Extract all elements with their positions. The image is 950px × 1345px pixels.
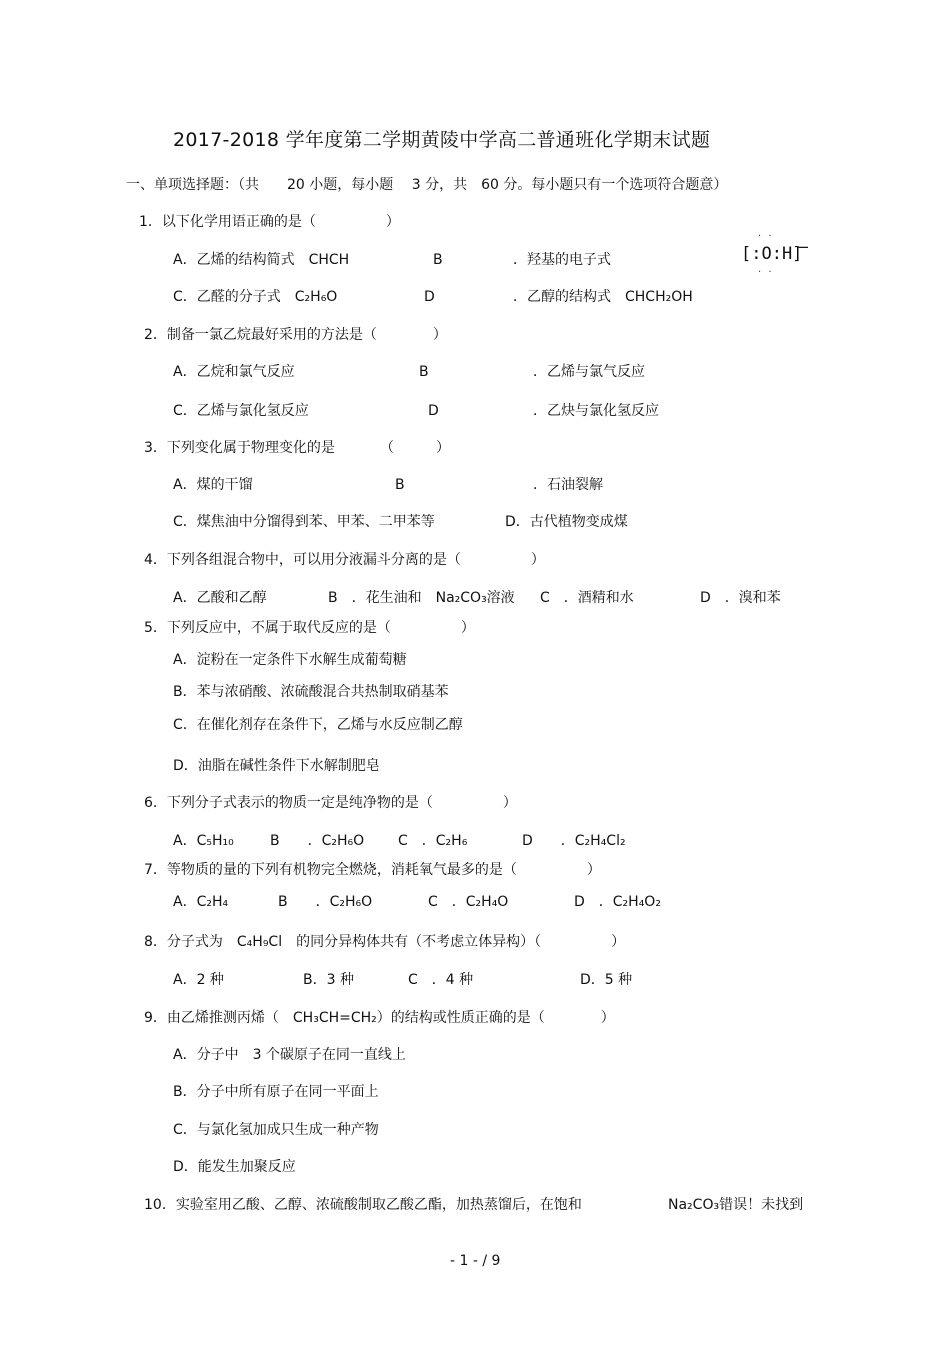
q6-option-b: B ．C₂H₆O: [270, 833, 365, 849]
q9-option-c: C．与氯化氢加成只生成一种产物: [173, 1122, 379, 1138]
q7-option-b: B ．C₂H₆O: [278, 894, 373, 910]
q2-option-c: C．乙烯与氯化氢反应: [173, 403, 309, 419]
q1-option-b: ．羟基的电子式: [513, 252, 611, 268]
q3-option-b: ．石油裂解: [533, 477, 603, 493]
q1-charge-minus: −: [797, 238, 810, 256]
q7-option-d: D ．C₂H₄O₂: [574, 894, 661, 910]
q7-stem: 7．等物质的量的下列有机物完全燃烧，消耗氧气最多的是（ ）: [144, 862, 601, 878]
q1-stem: 1．以下化学用语正确的是（ ）: [139, 214, 400, 230]
page-number: - 1 - / 9: [450, 1253, 501, 1269]
q1-electron-dots-bottom: · ·: [758, 267, 774, 278]
q1-option-c: C．乙醛的分子式 C₂H₆O: [173, 289, 338, 305]
q2-option-d-letter: D: [428, 403, 439, 419]
q1-hydroxyl-formula: [:O:H]: [741, 244, 803, 264]
q2-stem: 2．制备一氯乙烷最好采用的方法是（ ）: [144, 327, 447, 343]
q4-option-d: D ．溴和苯: [700, 590, 781, 606]
q7-option-a: A．C₂H₄: [173, 894, 229, 910]
q8-option-d: D．5 种: [580, 972, 633, 988]
q5-option-c: C．在催化剂存在条件下，乙烯与水反应制乙醇: [173, 717, 463, 733]
q1-option-b-letter: B: [433, 252, 443, 268]
section-heading: 一、单项选择题：（共 20 小题，每小题 3 分，共 60 分。每小题只有一个选项符合题意）: [126, 177, 728, 193]
q9-stem: 9．由乙烯推测丙烯（ CH₃CH=CH₂）的结构或性质正确的是（ ）: [144, 1010, 615, 1026]
q3-option-a: A．煤的干馏: [173, 477, 253, 493]
q4-option-a: A．乙酸和乙醇: [173, 590, 267, 606]
q2-option-a: A．乙烷和氯气反应: [173, 364, 295, 380]
q9-option-d: D．能发生加聚反应: [173, 1159, 296, 1175]
q1-option-d: ．乙醇的结构式 CHCH₂OH: [513, 289, 693, 305]
q6-stem: 6．下列分子式表示的物质一定是纯净物的是（ ）: [144, 795, 517, 811]
q7-option-c: C ．C₂H₄O: [428, 894, 509, 910]
q3-option-d: D．古代植物变成煤: [505, 514, 628, 530]
q10-stem-tail: Na₂CO₃错误！未找到: [668, 1197, 804, 1213]
q3-option-b-letter: B: [395, 477, 405, 493]
q5-option-d: D．油脂在碱性条件下水解制肥皂: [173, 758, 380, 774]
q2-option-b: ．乙烯与氯气反应: [533, 364, 645, 380]
q10-stem: 10．实验室用乙酸、乙醇、浓硫酸制取乙酸乙酯，加热蒸馏后，在饱和: [144, 1197, 582, 1213]
q6-option-d: D ．C₂H₄Cl₂: [522, 833, 626, 849]
page-title: 2017-2018 学年度第二学期黄陵中学高二普通班化学期末试题: [173, 129, 711, 151]
q3-paren: （ ）: [380, 440, 450, 456]
q8-option-c: C ．4 种: [408, 972, 474, 988]
q3-option-c: C．煤焦油中分馏得到苯、甲苯、二甲苯等: [173, 514, 435, 530]
q1-option-a: A．乙烯的结构简式 CHCH: [173, 252, 350, 268]
q8-option-a: A．2 种: [173, 972, 224, 988]
q6-option-c: C ．C₂H₆: [398, 833, 468, 849]
q8-stem: 8．分子式为 C₄H₉Cl 的同分异构体共有（不考虑立体异构）（ ）: [144, 934, 626, 950]
q9-option-a: A．分子中 3 个碳原子在同一直线上: [173, 1047, 406, 1063]
q4-option-c: C ．酒精和水: [540, 590, 634, 606]
q6-option-a: A．C₅H₁₀: [173, 833, 234, 849]
q3-stem: 3．下列变化属于物理变化的是: [144, 440, 335, 456]
q9-option-b: B．分子中所有原子在同一平面上: [173, 1084, 379, 1100]
q5-option-b: B．苯与浓硝酸、浓硫酸混合共热制取硝基苯: [173, 684, 449, 700]
q5-option-a: A．淀粉在一定条件下水解生成葡萄糖: [173, 652, 407, 668]
q8-option-b: B．3 种: [303, 972, 354, 988]
q4-stem: 4．下列各组混合物中，可以用分液漏斗分离的是（ ）: [144, 552, 545, 568]
q4-option-b: B ．花生油和 Na₂CO₃溶液: [328, 590, 515, 606]
q1-option-d-letter: D: [424, 289, 435, 305]
q1-electron-dots-top: · ·: [758, 231, 774, 242]
q2-option-b-letter: B: [419, 364, 429, 380]
q5-stem: 5．下列反应中，不属于取代反应的是（ ）: [144, 620, 475, 636]
q2-option-d: ．乙炔与氯化氢反应: [533, 403, 659, 419]
